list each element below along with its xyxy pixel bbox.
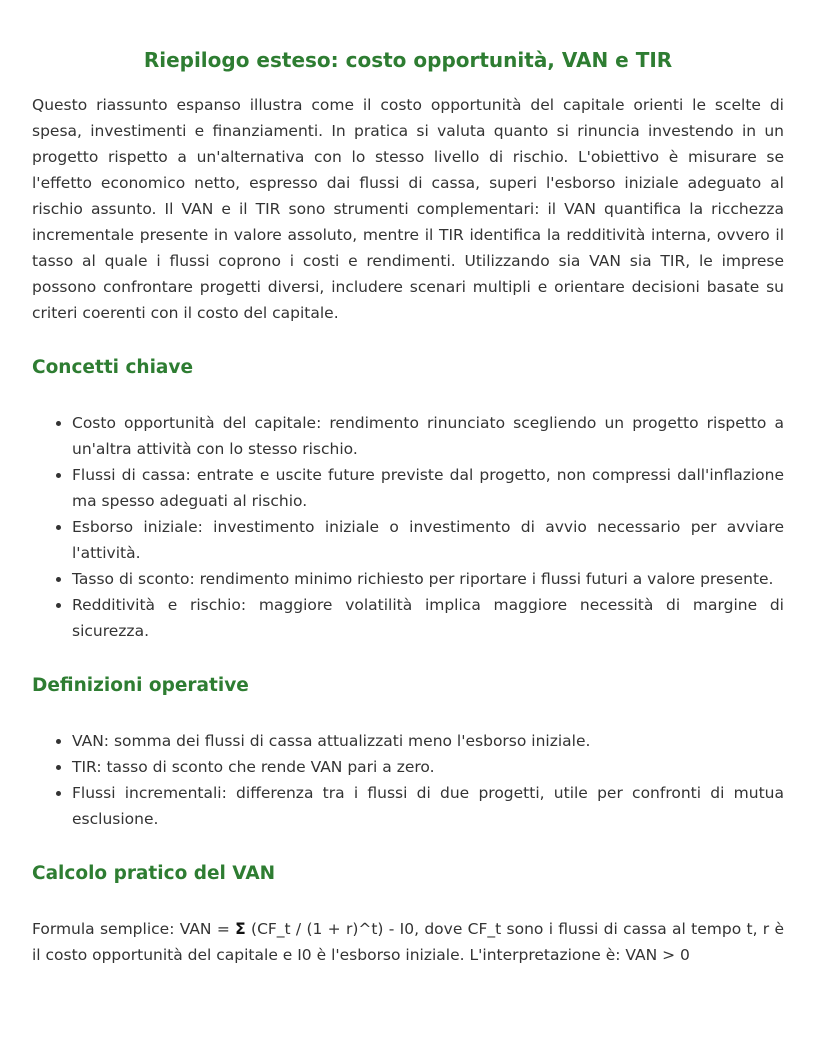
formula-text-before: Formula semplice: VAN =: [32, 920, 236, 938]
list-item: • Redditività e rischio: maggiore volatilità implica maggiore necessità di margine di sicurezza.: [72, 592, 784, 644]
list-item: • Tasso di sconto: rendimento minimo richiesto per riportare i flussi futuri a valore presente.: [72, 566, 784, 592]
list-item: • Costo opportunità del capitale: rendimento rinunciato scegliendo un progetto rispetto a un'altra attività con lo stesso rischio.: [72, 410, 784, 462]
concepts-list: [32, 410, 784, 644]
spacer: [32, 700, 784, 728]
definitions-list: [32, 728, 784, 832]
formula-text-after: (CF_t / (1 + r)^t) - I0, dove CF_t sono i flussi di cassa al tempo t, r è il costo opportunità del capitale e I0 è l'esborso iniziale. L'interpretazione è: VAN > 0: [32, 920, 785, 964]
list-item: • TIR: tasso di sconto che rende VAN pari a zero.: [72, 754, 784, 780]
intro-paragraph: Questo riassunto espanso illustra come il costo opportunità del capitale orienti le scelte di spesa, investimenti e finanziamenti. In pratica si valuta quanto si rinuncia investendo in un progetto rispetto a un'alternativa con lo stesso livello di rischio. L'obiettivo è misurare se l'effetto economico netto, espresso dai flussi di cassa, superi l'esborso iniziale adeguato al rischio assunto. Il VAN e il TIR sono strumenti complementari: il VAN quantifica la ricchezza incrementale presente in valore assoluto, mentre il TIR identifica la redditività interna, ovvero il tasso al quale i flussi coprono i costi e rendimenti. Utilizzando sia VAN sia TIR, le imprese possono confrontare progetti diversi, includere scenari multipli e orientare decisioni basate su criteri coerenti con il costo del capitale.: [32, 96, 784, 322]
list-item: • Esborso iniziale: investimento iniziale o investimento di avvio necessario per avviare l'attività.: [72, 514, 784, 566]
list-item: • Flussi incrementali: differenza tra i flussi di due progetti, utile per confronti di mutua esclusione.: [72, 780, 784, 832]
page-title: Riepilogo esteso: costo opportunità, VAN e TIR: [143, 48, 673, 72]
section-heading-definizioni-operative: Definizioni operative: [32, 675, 249, 696]
spacer: [32, 644, 784, 672]
formula-paragraph: [32, 916, 784, 968]
section-heading-concetti-chiave: Concetti chiave: [32, 357, 194, 378]
spacer: [32, 326, 784, 354]
section-heading-calcolo-pratico: Calcolo pratico del VAN: [32, 863, 276, 884]
list-item: • VAN: somma dei flussi di cassa attualizzati meno l'esborso iniziale.: [72, 728, 784, 754]
spacer: [32, 382, 784, 410]
list-item: • Flussi di cassa: entrate e uscite future previste dal progetto, non compressi dall'inflazione ma spesso adeguati al rischio.: [72, 462, 784, 514]
spacer: [32, 888, 784, 916]
spacer: [32, 832, 784, 860]
sigma-symbol: Σ: [235, 920, 246, 938]
